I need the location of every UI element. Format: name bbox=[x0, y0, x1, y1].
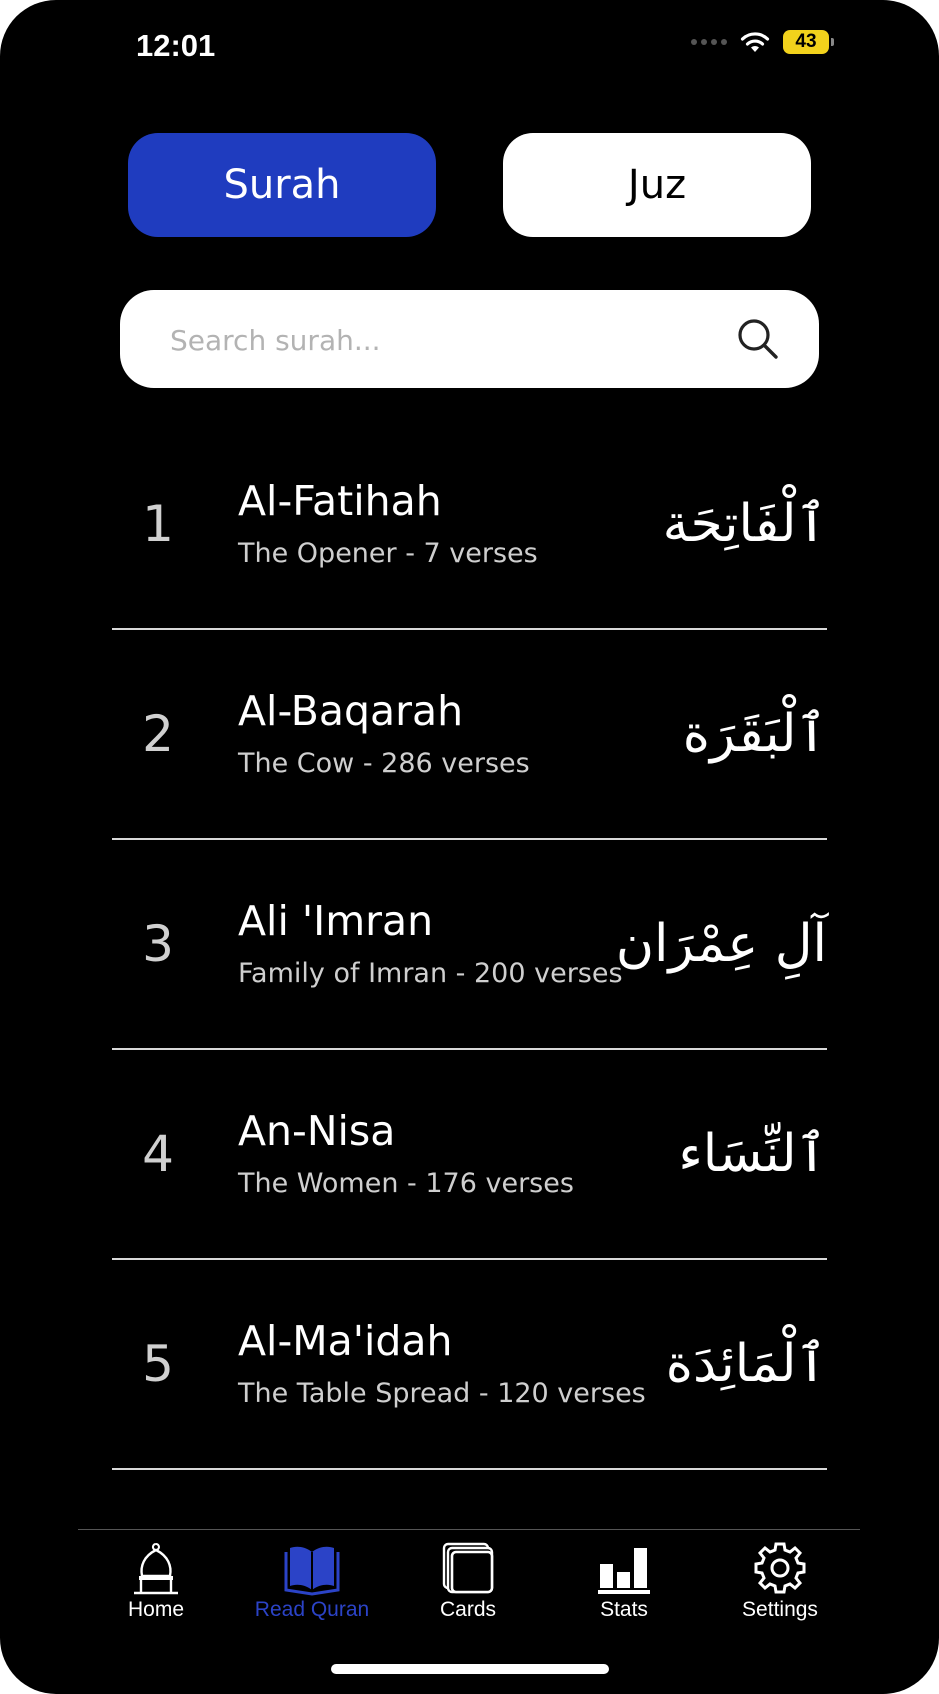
bottom-tab-bar bbox=[78, 1529, 860, 1640]
surah-number: 2 bbox=[142, 705, 174, 763]
wifi-icon bbox=[739, 30, 771, 54]
surah-subtitle: Family of Imran - 200 verses bbox=[238, 958, 623, 990]
juz-tab-button[interactable]: Juz bbox=[503, 133, 811, 237]
surah-name: An-Nisa bbox=[238, 1106, 396, 1155]
status-time: 12:01 bbox=[136, 28, 216, 63]
surah-subtitle: The Opener - 7 verses bbox=[238, 538, 538, 570]
open-book-icon bbox=[282, 1540, 342, 1596]
bar-chart-icon bbox=[594, 1540, 654, 1596]
surah-number: 3 bbox=[142, 915, 174, 973]
search-input[interactable] bbox=[168, 314, 712, 366]
surah-row[interactable] bbox=[112, 630, 827, 840]
surah-arabic-name: ٱلنِّسَاء bbox=[678, 1124, 827, 1184]
surah-row[interactable] bbox=[112, 1260, 827, 1470]
search-bar bbox=[120, 290, 819, 388]
gear-icon bbox=[750, 1540, 810, 1596]
surah-subtitle: The Women - 176 verses bbox=[238, 1168, 574, 1200]
surah-row[interactable] bbox=[112, 1050, 827, 1260]
surah-arabic-name: ٱلْبَقَرَة bbox=[682, 704, 827, 764]
surah-name: Al-Ma'idah bbox=[238, 1316, 453, 1365]
tab-label: Cards bbox=[439, 1598, 497, 1621]
surah-info bbox=[238, 1260, 668, 1468]
surah-arabic-name: آلِ عِمْرَان bbox=[615, 914, 827, 974]
surah-number: 4 bbox=[142, 1125, 174, 1183]
tab-label: Read Quran bbox=[254, 1598, 370, 1621]
cards-icon bbox=[438, 1540, 498, 1596]
cellular-signal-icon bbox=[691, 39, 727, 45]
surah-row[interactable] bbox=[112, 840, 827, 1050]
surah-arabic-name: ٱلْفَاتِحَة bbox=[662, 494, 827, 554]
surah-number: 5 bbox=[142, 1335, 174, 1393]
surah-info bbox=[238, 630, 668, 838]
home-indicator bbox=[331, 1664, 609, 1674]
surah-list bbox=[112, 420, 827, 1470]
surah-subtitle: The Table Spread - 120 verses bbox=[238, 1378, 646, 1410]
tab-label: Home bbox=[127, 1598, 185, 1621]
surah-name: Ali 'Imran bbox=[238, 896, 434, 945]
tab-stats[interactable] bbox=[554, 1540, 694, 1622]
tab-read-quran[interactable] bbox=[242, 1540, 382, 1622]
mosque-icon bbox=[126, 1540, 186, 1596]
tab-settings[interactable] bbox=[710, 1540, 850, 1622]
tab-label: Settings bbox=[742, 1598, 818, 1621]
surah-arabic-name: ٱلْمَائِدَة bbox=[665, 1334, 827, 1394]
surah-name: Al-Fatihah bbox=[238, 476, 442, 525]
search-icon[interactable] bbox=[735, 316, 781, 362]
status-indicators bbox=[691, 30, 829, 54]
battery-icon: 43 bbox=[783, 30, 829, 54]
surah-number: 1 bbox=[142, 495, 174, 553]
surah-info bbox=[238, 840, 668, 1048]
surah-info bbox=[238, 1050, 668, 1258]
tab-cards[interactable] bbox=[398, 1540, 538, 1622]
surah-info bbox=[238, 420, 668, 628]
surah-name: Al-Baqarah bbox=[238, 686, 464, 735]
surah-tab-button[interactable]: Surah bbox=[128, 133, 436, 237]
tab-label: Stats bbox=[600, 1598, 648, 1621]
tab-home[interactable] bbox=[86, 1540, 226, 1622]
surah-subtitle: The Cow - 286 verses bbox=[238, 748, 530, 780]
surah-row[interactable] bbox=[112, 420, 827, 630]
